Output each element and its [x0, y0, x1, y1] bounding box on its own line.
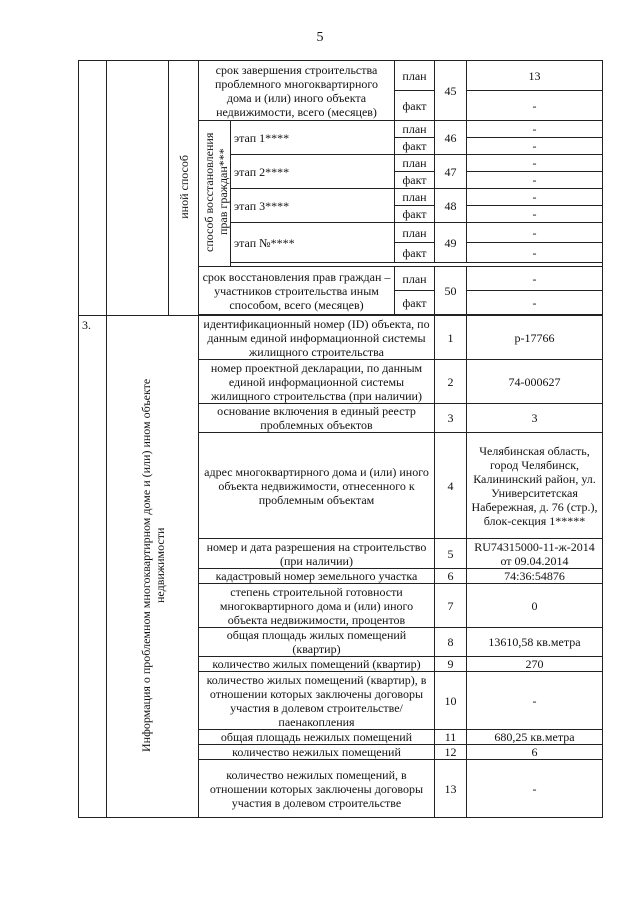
- restore-way-cell: [199, 121, 231, 267]
- row-label: срок восстановления прав граждан – участников строительства иным способом, всего (месяцев): [199, 267, 395, 315]
- object-info-cell: [107, 316, 199, 818]
- fact-value: -: [467, 206, 603, 223]
- stage-label: этап №****: [231, 223, 395, 263]
- row-value: 270: [467, 657, 603, 672]
- fact-label: факт: [395, 206, 435, 223]
- row-label: степень строительной готовности многоквартирного дома и (или) иного объекта недвижимости, процентов: [199, 584, 435, 628]
- row-number: 10: [435, 672, 467, 730]
- row-value: 6: [467, 745, 603, 760]
- fact-value: -: [467, 243, 603, 263]
- plan-label: план: [395, 61, 435, 91]
- row-number: 5: [435, 539, 467, 569]
- fact-value: -: [467, 138, 603, 155]
- fact-label: факт: [395, 138, 435, 155]
- section-title-cell: [107, 61, 169, 316]
- row-number: 3: [435, 404, 467, 433]
- section-number: 3.: [79, 316, 107, 818]
- row-number: 4: [435, 433, 467, 539]
- plan-value: -: [467, 121, 603, 138]
- plan-label: план: [395, 121, 435, 138]
- row-value: RU74315000-11-ж-2014 от 09.04.2014: [467, 539, 603, 569]
- row-value: -: [467, 672, 603, 730]
- row-value: 0: [467, 584, 603, 628]
- row-label: номер проектной декларации, по данным единой информационной системы жилищного строительства (при наличии): [199, 360, 435, 404]
- row-number: 48: [435, 189, 467, 223]
- row-number: 2: [435, 360, 467, 404]
- table-row: [79, 61, 603, 91]
- row-number: 7: [435, 584, 467, 628]
- section-number-cell: [79, 61, 107, 316]
- row-label: срок завершения строительства проблемного многоквартирного дома и (или) иного объекта недвижимости, всего (месяцев): [199, 61, 395, 121]
- row-number: 11: [435, 730, 467, 745]
- fact-label: факт: [395, 291, 435, 315]
- row-number: 49: [435, 223, 467, 263]
- row-number: 12: [435, 745, 467, 760]
- row-label: номер и дата разрешения на строительство (при наличии): [199, 539, 435, 569]
- other-way-label: иной способ: [176, 154, 191, 219]
- restore-way-label: способ восстановления прав граждан***: [202, 132, 230, 252]
- row-value: 74-000627: [467, 360, 603, 404]
- row-number: 1: [435, 316, 467, 360]
- plan-label: план: [395, 223, 435, 243]
- row-value: р-17766: [467, 316, 603, 360]
- fact-value: -: [467, 172, 603, 189]
- row-label: основание включения в единый реестр проблемных объектов: [199, 404, 435, 433]
- row-label: количество нежилых помещений, в отношении которых заключены договоры участия в долевом строительстве: [199, 760, 435, 818]
- plan-value: -: [467, 267, 603, 291]
- data-table: [78, 60, 603, 818]
- plan-label: план: [395, 189, 435, 206]
- plan-label: план: [395, 155, 435, 172]
- fact-value: -: [467, 91, 603, 121]
- table-row: [79, 316, 603, 360]
- row-number: 45: [435, 61, 467, 121]
- stage-label: этап 3****: [231, 189, 395, 223]
- row-label: идентификационный номер (ID) объекта, по данным единой информационной системы жилищного строительства: [199, 316, 435, 360]
- method-cell: [169, 61, 199, 316]
- row-label: общая площадь нежилых помещений: [199, 730, 435, 745]
- row-value: 680,25 кв.метра: [467, 730, 603, 745]
- row-label: общая площадь жилых помещений (квартир): [199, 628, 435, 657]
- object-info-label: Информация о проблемном многоквартирном доме и (или) ином объекте недвижимости: [138, 378, 167, 752]
- row-label: количество жилых помещений (квартир), в отношении которых заключены договоры участия в долевом строительстве/паенакопления: [199, 672, 435, 730]
- row-number: 8: [435, 628, 467, 657]
- fact-label: факт: [395, 243, 435, 263]
- fact-label: факт: [395, 91, 435, 121]
- plan-value: 13: [467, 61, 603, 91]
- row-number: 13: [435, 760, 467, 818]
- plan-value: -: [467, 189, 603, 206]
- row-value: 74:36:54876: [467, 569, 603, 584]
- row-number: 6: [435, 569, 467, 584]
- row-number: 9: [435, 657, 467, 672]
- row-number: 46: [435, 121, 467, 155]
- row-value: 3: [467, 404, 603, 433]
- row-label: кадастровый номер земельного участка: [199, 569, 435, 584]
- plan-value: -: [467, 155, 603, 172]
- fact-label: факт: [395, 172, 435, 189]
- fact-value: -: [467, 291, 603, 315]
- plan-label: план: [395, 267, 435, 291]
- stage-label: этап 2****: [231, 155, 395, 189]
- row-value: -: [467, 760, 603, 818]
- row-value: 13610,58 кв.метра: [467, 628, 603, 657]
- row-label: количество жилых помещений (квартир): [199, 657, 435, 672]
- row-label: адрес многоквартирного дома и (или) иного объекта недвижимости, отнесенного к проблемным объектам: [199, 433, 435, 539]
- row-label: количество нежилых помещений: [199, 745, 435, 760]
- stage-label: этап 1****: [231, 121, 395, 155]
- row-number: 47: [435, 155, 467, 189]
- page-number: 5: [316, 30, 324, 45]
- row-value: Челябинская область, город Челябинск, Калининский район, ул. Университетская Набережная, д. 76 (стр.), блок-секция 1*****: [467, 433, 603, 539]
- plan-value: -: [467, 223, 603, 243]
- row-number: 50: [435, 267, 467, 315]
